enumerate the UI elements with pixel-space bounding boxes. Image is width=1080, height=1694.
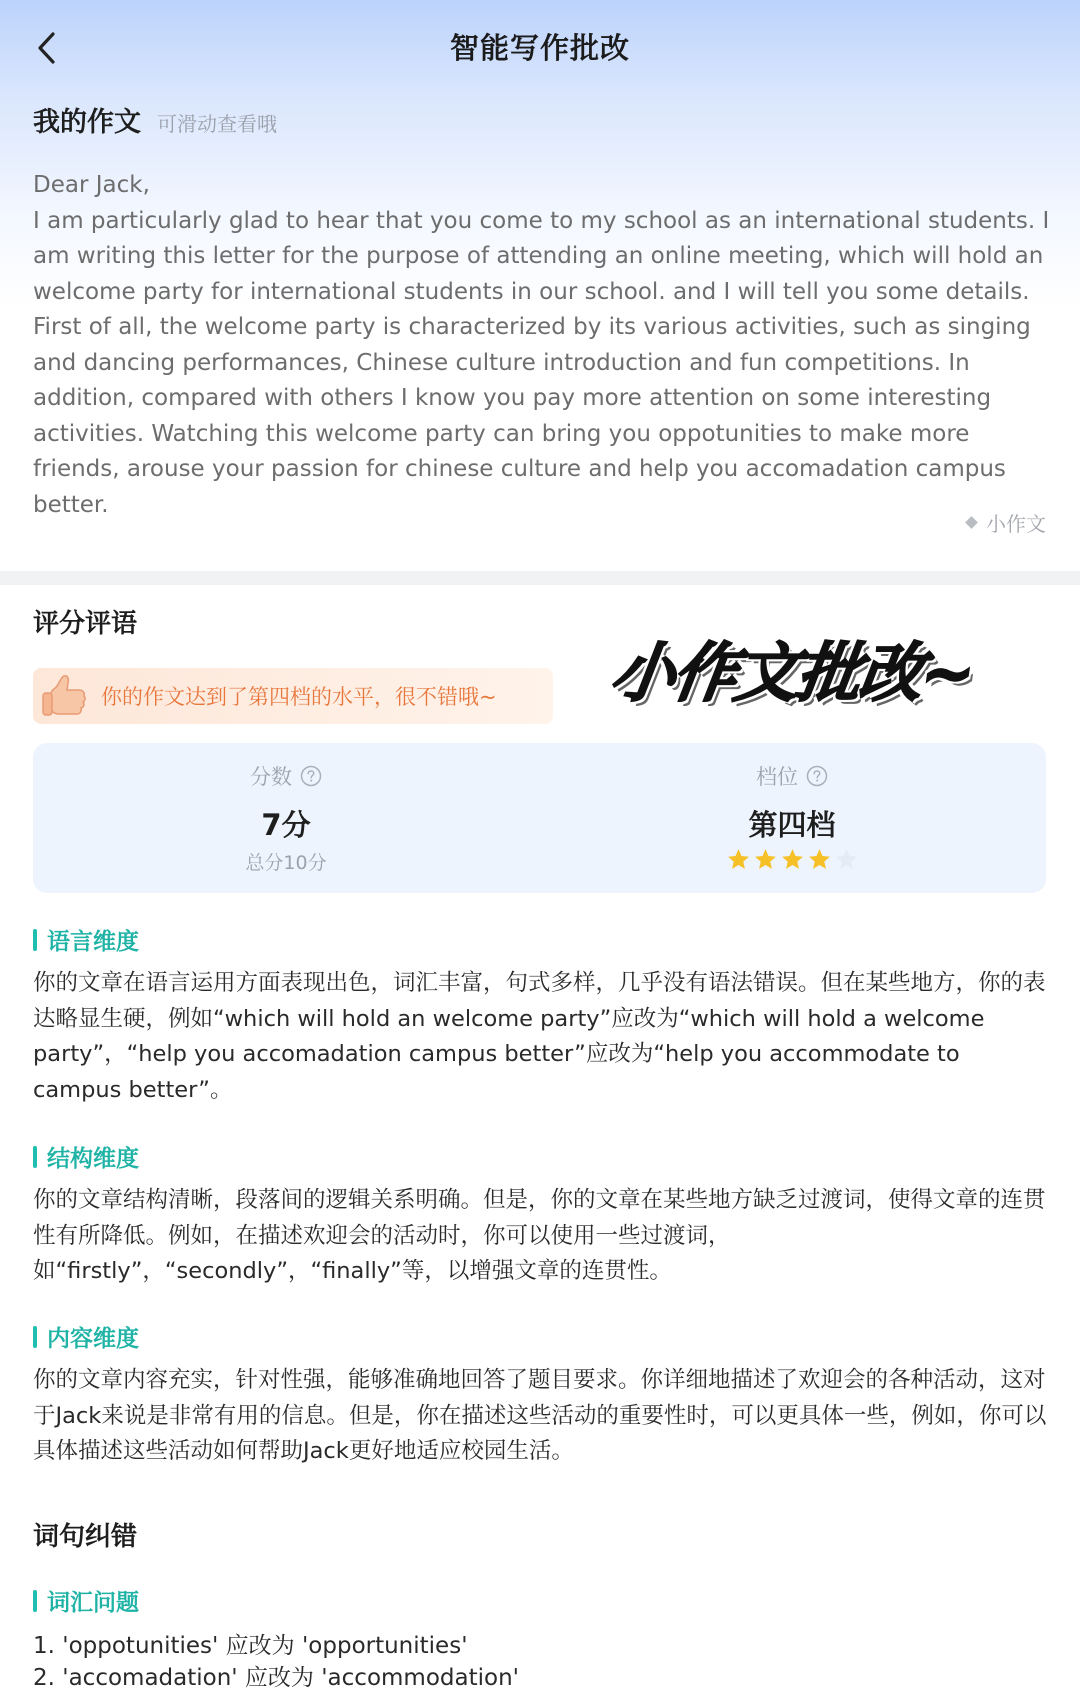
star-filled-icon [726,847,751,872]
essay-header [33,100,277,139]
vocab-title: 词汇问题 [47,1590,139,1616]
dimension-title: 内容维度 [47,1326,139,1352]
level-label-row [539,761,1045,791]
diamond-icon [965,516,978,529]
vocab-item: 1. 'oppotunities' 应改为 'opportunities' [33,1633,468,1659]
thumbs-up-icon [37,668,93,724]
level-value: 第四档 [748,808,836,842]
accent-bar [33,1326,37,1348]
dimension-title: 结构维度 [47,1146,139,1172]
star-filled-icon [780,847,805,872]
dimension-header [33,923,139,956]
section-divider [0,571,1080,585]
essay-type-label: 小作文 [986,512,1046,536]
level-stars [539,847,1045,872]
essay-text[interactable] [33,168,1051,523]
nav-bar [0,0,1080,96]
dimension-title: 语言维度 [47,929,139,955]
star-filled-icon [753,847,778,872]
question-circle-icon[interactable] [806,765,828,787]
vocab-item: 2. 'accomadation' 应改为 'accommodation' [33,1665,519,1691]
dimension-header [33,1320,139,1353]
praise-text: 你的作文达到了第四档的水平，很不错哦~ [101,685,497,709]
star-filled-icon [807,847,832,872]
essay-scroll-hint: 可滑动查看哦 [157,112,277,136]
essay-paragraph: I am particularly glad to hear that you come to my school as an international students. I am writing this letter for the purpose of attending an online meeting, which will hold an welcome party for international students in our school. and I will tell you some details. [33,207,1050,305]
praise-banner [33,668,553,724]
accent-bar [33,1590,37,1612]
level-column [539,743,1045,893]
page-title: 智能写作批改 [449,31,630,65]
accent-bar [33,929,37,951]
review-section-title: 评分评语 [33,609,138,639]
sticker-caption: 小作文批改~ [605,637,978,711]
score-column [33,743,539,893]
vocab-header [33,1584,139,1617]
essay-paragraph: First of all, the welcome party is characterized by its various activities, such as singing and dancing performances, Chinese culture introduction and fun competitions. In addition, compared with others I know you pay more attention on some interesting activities. Watching this welcome party can bring you oppotunities to make more friends, arouse your passion for chinese culture and help you accomadation campus better. [33,314,1031,518]
score-total: 总分10分 [245,852,327,874]
star-empty-icon [834,847,859,872]
question-circle-icon[interactable] [300,765,322,787]
accent-bar [33,1146,37,1168]
score-label-row [33,761,539,791]
essay-paragraph: Dear Jack, [33,172,150,198]
level-label: 档位 [756,765,798,789]
score-value: 7分 [261,808,311,842]
dimension-text: 你的文章在语言运用方面表现出色，词汇丰富，句式多样，几乎没有语法错误。但在某些地方，你的表达略显生硬，例如“which will hold an welcome party”应改为“which will hold a welcome party”，“help you accomadation campus better”应改为“help you accommodate to campus better”。 [33,970,1046,1103]
score-label: 分数 [250,765,292,789]
dimension-header [33,1140,139,1173]
corrections-section-title: 词句纠错 [33,1522,138,1552]
dimension-text: 你的文章内容充实，针对性强，能够准确地回答了题目要求。你详细地描述了欢迎会的各种活动，这对于Jack来说是非常有用的信息。但是，你在描述这些活动的重要性时，可以更具体一些，例如，你可以具体描述这些活动如何帮助Jack更好地适应校园生活。 [33,1367,1047,1464]
essay-type-tag [967,508,1046,537]
dimension-text: 你的文章结构清晰，段落间的逻辑关系明确。但是，你的文章在某些地方缺乏过渡词，使得文章的连贯性有所降低。例如，在描述欢迎会的活动时，你可以使用一些过渡词，如“firstly”，“secondly”，“finally”等，以增强文章的连贯性。 [33,1187,1046,1284]
essay-title: 我的作文 [33,107,141,138]
score-card [33,743,1046,893]
